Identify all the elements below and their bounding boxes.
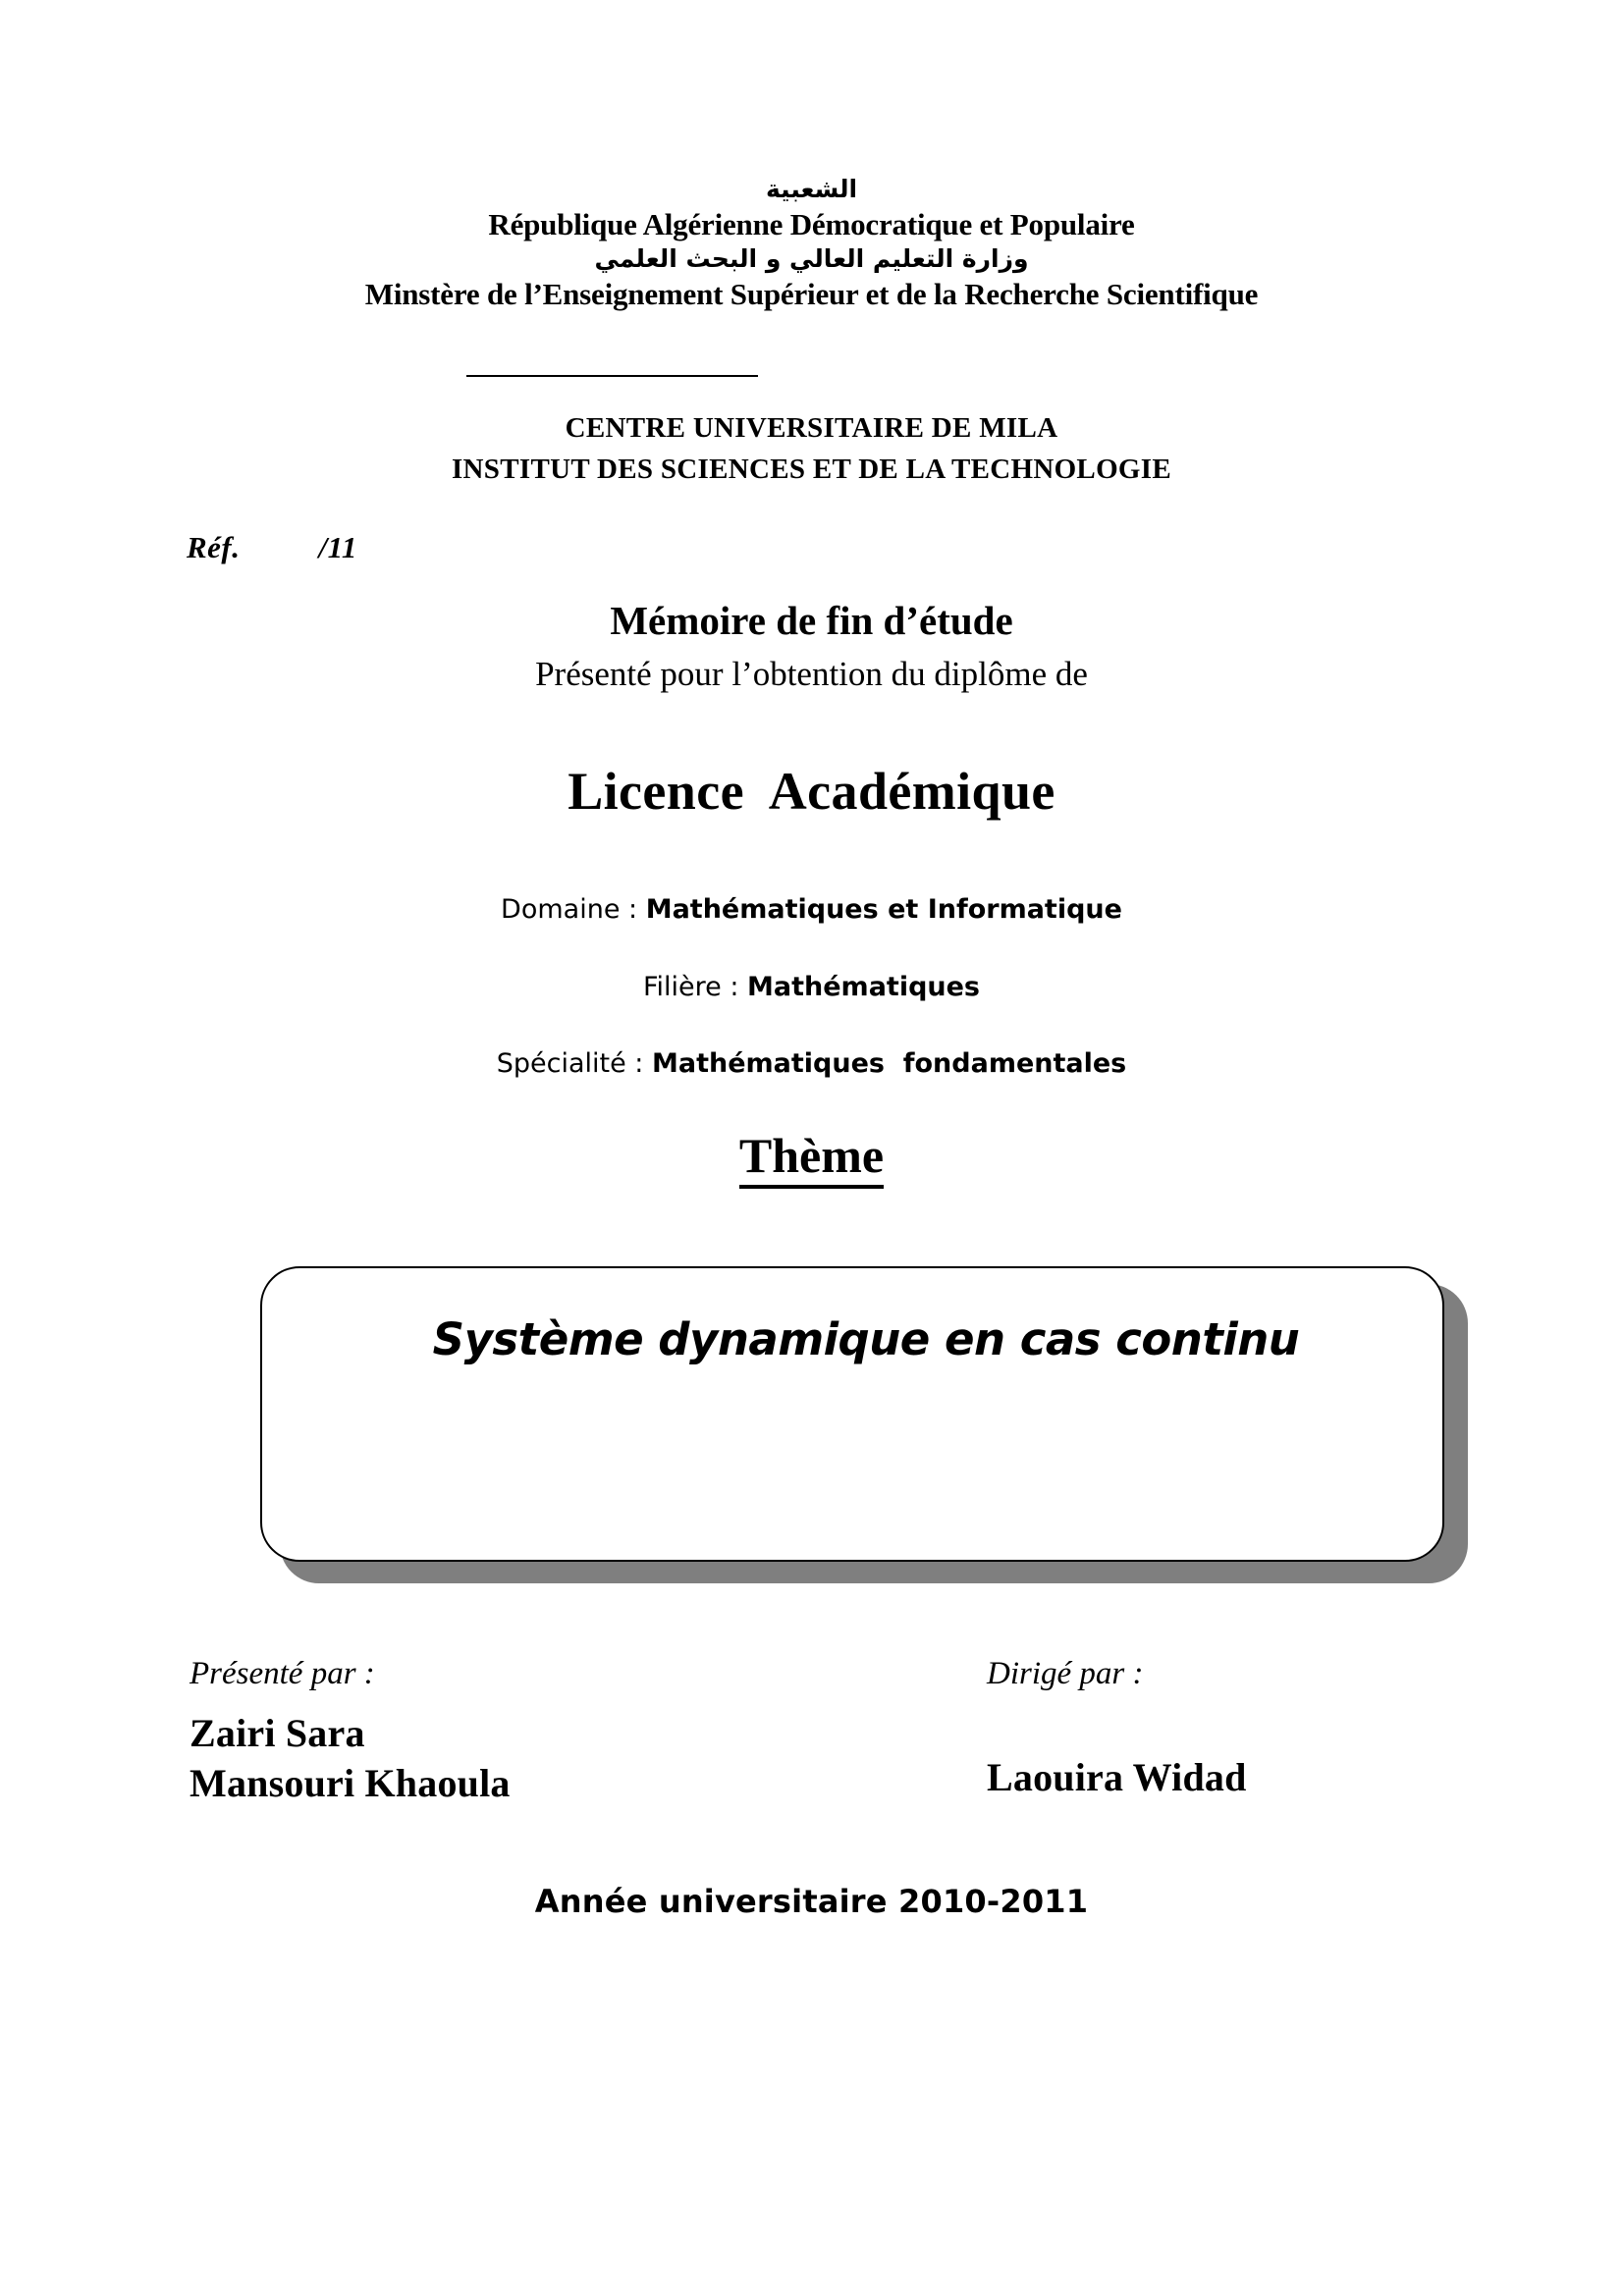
- field-filiere-label: Filière :: [642, 971, 748, 1002]
- republic-ministry-header: [0, 175, 1623, 315]
- supervised-by-label: Dirigé par :: [987, 1656, 1144, 1691]
- institution-block: [0, 407, 1623, 490]
- header-arabic-ministry-line: وزارة التعليم العالي و البحث العلمي: [594, 244, 1029, 274]
- reference-row: [187, 530, 357, 565]
- supervised-by-column: [987, 1654, 1247, 1802]
- reference-label: Réf.: [187, 530, 241, 564]
- theme-title-text: Système dynamique en cas continu: [432, 1313, 1300, 1365]
- academic-year: Année universitaire 2010-2011: [534, 1883, 1089, 1920]
- program-fields-block: [0, 895, 1623, 1127]
- theme-heading-text: Thème: [739, 1128, 884, 1189]
- memoire-title: Mémoire de fin d’étude: [610, 598, 1013, 643]
- field-domaine-value: Mathématiques et Informatique: [645, 894, 1122, 925]
- supervised-by-name-1: Laouira Widad: [987, 1755, 1247, 1800]
- theme-title-box-wrapper: [260, 1266, 1468, 1595]
- presented-by-name-1: Zairi Sara: [189, 1711, 365, 1756]
- reference-number: /11: [318, 530, 357, 564]
- field-domaine: [0, 895, 1623, 925]
- presented-by-column: [189, 1654, 511, 1809]
- field-specialite: [0, 1049, 1623, 1079]
- header-arabic-republic-line: الشعبية: [765, 175, 858, 203]
- field-specialite-value: Mathématiques fondamentales: [651, 1048, 1127, 1080]
- field-filiere-value: Mathématiques: [747, 971, 981, 1002]
- university-center-line: CENTRE UNIVERSITAIRE DE MILA: [565, 412, 1058, 444]
- presented-by-label: Présenté par :: [189, 1656, 375, 1691]
- header-french-republic-line: République Algérienne Démocratique et Populaire: [488, 206, 1135, 241]
- field-domaine-label: Domaine :: [501, 894, 646, 925]
- degree-name: Licence Académique: [568, 762, 1055, 821]
- theme-title-box: [260, 1266, 1444, 1562]
- header-french-ministry-line: Minstère de l’Enseignement Supérieur et de la Recherche Scientifique: [364, 276, 1259, 311]
- field-filiere: [0, 973, 1623, 1002]
- institute-line: INSTITUT DES SCIENCES ET DE LA TECHNOLOGIE: [451, 454, 1172, 486]
- credits-block: [0, 1654, 1623, 1850]
- field-specialite-label: Spécialité :: [496, 1048, 652, 1080]
- theme-heading: [0, 1127, 1623, 1184]
- memoire-block: [0, 597, 1623, 697]
- presented-by-name-2: Mansouri Khaoula: [189, 1761, 511, 1806]
- memoire-subtitle: Présenté pour l’obtention du diplôme de: [535, 655, 1088, 694]
- header-divider-rule: [466, 375, 758, 377]
